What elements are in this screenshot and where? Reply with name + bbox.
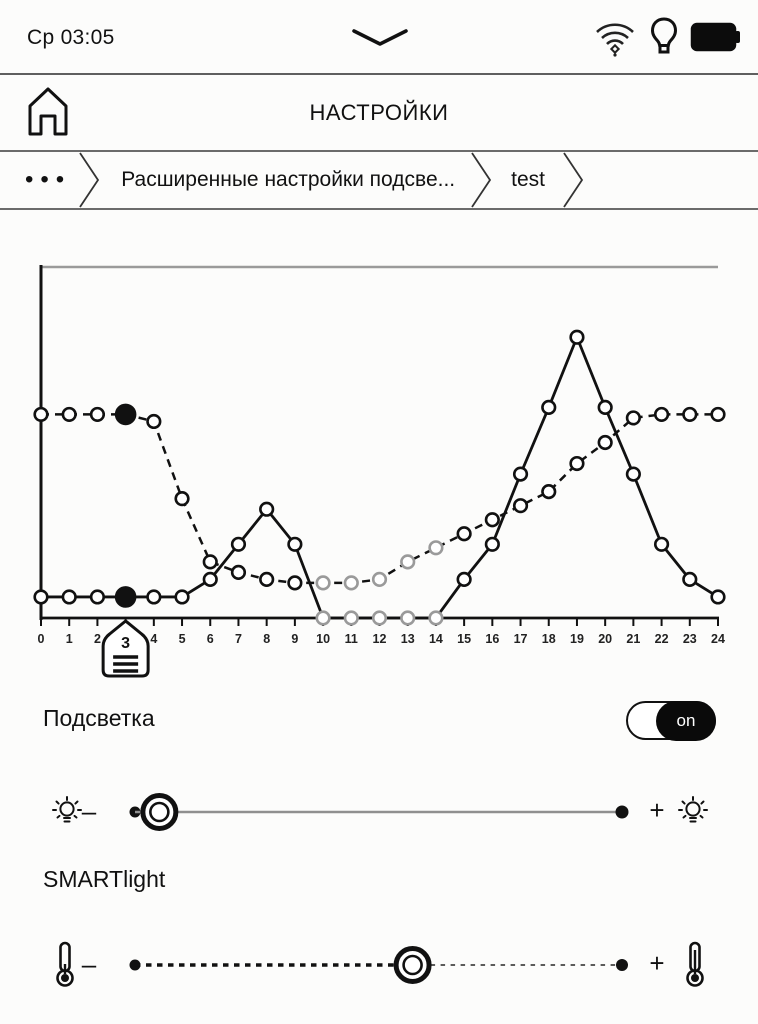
smartlight-temperature-point-h7[interactable] bbox=[232, 566, 245, 579]
breadcrumb-separator-icon bbox=[561, 152, 585, 208]
backlight-toggle-knob[interactable]: on bbox=[656, 701, 716, 741]
temperature-slider-knob[interactable] bbox=[396, 949, 429, 982]
smartlight-temperature-point-h21[interactable] bbox=[627, 412, 640, 425]
x-tick-label: 15 bbox=[457, 632, 472, 646]
smartlight-temperature-point-h17[interactable] bbox=[514, 499, 527, 512]
smartlight-temperature-point-h4[interactable] bbox=[148, 415, 161, 428]
x-tick-label: 14 bbox=[428, 632, 443, 646]
x-tick-label: 12 bbox=[372, 632, 387, 646]
brightness-point-h23[interactable] bbox=[683, 573, 696, 586]
smartlight-temperature-point-h11[interactable] bbox=[345, 577, 358, 590]
x-tick-label: 11 bbox=[344, 632, 358, 646]
brightness-point-h16[interactable] bbox=[486, 538, 499, 551]
x-tick-label: 20 bbox=[598, 632, 613, 646]
smartlight-temperature-point-h20[interactable] bbox=[599, 436, 612, 449]
page-title: НАСТРОЙКИ bbox=[309, 99, 449, 125]
header bbox=[0, 75, 758, 152]
x-tick-label: 8 bbox=[263, 632, 271, 646]
brightness-point-h14[interactable] bbox=[430, 612, 443, 625]
brightness-point-h5[interactable] bbox=[176, 591, 189, 604]
x-tick-label: 16 bbox=[485, 632, 500, 646]
brightness-decrease-button[interactable]: – bbox=[81, 796, 97, 826]
x-tick-label: 19 bbox=[570, 632, 584, 646]
smartlight-temperature-point-h13[interactable] bbox=[401, 556, 414, 569]
x-tick-label: 9 bbox=[291, 632, 299, 646]
breadcrumb-separator-icon bbox=[469, 152, 493, 208]
brightness-point-h13[interactable] bbox=[401, 612, 414, 625]
smartlight-temperature-point-h6[interactable] bbox=[204, 556, 217, 569]
x-tick-label: 17 bbox=[513, 632, 528, 646]
smartlight-temperature-point-h18[interactable] bbox=[542, 485, 555, 498]
smartlight-temperature-point-h2[interactable] bbox=[91, 408, 104, 421]
brightness-point-h24[interactable] bbox=[712, 591, 725, 604]
brightness-point-h2[interactable] bbox=[91, 591, 104, 604]
smartlight-temperature-point-h15[interactable] bbox=[458, 527, 471, 540]
brightness-point-h11[interactable] bbox=[345, 612, 358, 625]
smartlight-temperature-point-h9[interactable] bbox=[289, 577, 302, 590]
smartlight-temperature-point-h12[interactable] bbox=[373, 573, 386, 586]
breadcrumb-item-test[interactable]: test bbox=[511, 168, 545, 191]
smartlight-temperature-point-h24[interactable] bbox=[712, 408, 725, 421]
status-bar bbox=[0, 0, 758, 75]
battery-icon bbox=[690, 22, 742, 52]
smartlight-temperature-point-h10[interactable] bbox=[317, 577, 330, 590]
x-tick-label: 18 bbox=[541, 632, 556, 646]
frontlight-bulb-icon bbox=[649, 16, 679, 58]
brightness-point-h15[interactable] bbox=[458, 573, 471, 586]
brightness-point-h10[interactable] bbox=[317, 612, 330, 625]
smartlight-temperature-point-h8[interactable] bbox=[260, 573, 273, 586]
temperature-decrease-button[interactable]: – bbox=[81, 949, 97, 979]
wifi-icon bbox=[592, 17, 638, 57]
backlight-label: Подсветка bbox=[43, 705, 155, 731]
brightness-point-h0[interactable] bbox=[35, 591, 48, 604]
x-tick-label: 7 bbox=[234, 632, 242, 646]
backlight-schedule-chart[interactable] bbox=[0, 228, 758, 680]
brightness-increase-button[interactable]: + bbox=[649, 795, 665, 825]
brightness-point-h17[interactable] bbox=[514, 468, 527, 481]
breadcrumb-item-more[interactable]: ••• bbox=[25, 166, 72, 193]
smartlight-temperature-point-h16[interactable] bbox=[486, 513, 499, 526]
x-tick-label: 23 bbox=[682, 632, 697, 646]
brightness-point-h18[interactable] bbox=[542, 401, 555, 414]
breadcrumb bbox=[0, 152, 758, 210]
temperature-track-end-dot bbox=[616, 959, 628, 971]
brightness-point-h4[interactable] bbox=[148, 591, 161, 604]
brightness-point-h3[interactable] bbox=[116, 587, 135, 606]
x-tick-label: 1 bbox=[65, 632, 73, 646]
brightness-point-h12[interactable] bbox=[373, 612, 386, 625]
smartlight-temperature-line bbox=[41, 414, 718, 582]
brightness-point-h7[interactable] bbox=[232, 538, 245, 551]
notification-pull-handle[interactable] bbox=[351, 27, 409, 49]
clock: Ср 03:05 bbox=[27, 26, 115, 49]
brightness-track-end-dot bbox=[616, 806, 629, 819]
selected-hour-tag-label: 3 bbox=[121, 635, 131, 652]
x-tick-label: 22 bbox=[654, 632, 669, 646]
backlight-toggle[interactable] bbox=[626, 701, 716, 740]
brightness-point-h22[interactable] bbox=[655, 538, 668, 551]
x-tick-label: 24 bbox=[711, 632, 725, 646]
x-tick-label: 21 bbox=[626, 632, 641, 646]
smartlight-temperature-point-h22[interactable] bbox=[655, 408, 668, 421]
chevron-down-icon bbox=[351, 27, 409, 49]
smartlight-temperature-point-h0[interactable] bbox=[35, 408, 48, 421]
breadcrumb-item-advanced-backlight[interactable]: Расширенные настройки подсве... bbox=[121, 168, 456, 191]
temperature-increase-button[interactable]: + bbox=[649, 948, 665, 978]
brightness-point-h1[interactable] bbox=[63, 591, 76, 604]
x-tick-label: 4 bbox=[150, 632, 158, 646]
smartlight-temperature-point-h14[interactable] bbox=[430, 542, 443, 555]
smartlight-temperature-point-h3[interactable] bbox=[116, 405, 135, 424]
home-button[interactable] bbox=[26, 86, 70, 138]
brightness-point-h21[interactable] bbox=[627, 468, 640, 481]
x-tick-label: 2 bbox=[93, 632, 101, 646]
x-tick-label: 5 bbox=[178, 632, 186, 646]
brightness-point-h9[interactable] bbox=[289, 538, 302, 551]
brightness-point-h19[interactable] bbox=[571, 331, 584, 344]
smartlight-temperature-point-h23[interactable] bbox=[683, 408, 696, 421]
brightness-point-h6[interactable] bbox=[204, 573, 217, 586]
smartlight-label: SMARTlight bbox=[43, 866, 166, 892]
brightness-slider-knob[interactable] bbox=[143, 796, 176, 829]
x-tick-label: 0 bbox=[37, 632, 45, 646]
brightness-point-h20[interactable] bbox=[599, 401, 612, 414]
smartlight-temperature-point-h19[interactable] bbox=[571, 457, 584, 470]
brightness-bulb-icon-right bbox=[674, 793, 712, 831]
temperature-thermometer-icon-right bbox=[684, 940, 706, 990]
breadcrumb-separator-icon bbox=[77, 152, 101, 208]
home-icon bbox=[26, 86, 70, 138]
smartlight-temperature-point-h1[interactable] bbox=[63, 408, 76, 421]
x-tick-label: 10 bbox=[316, 632, 331, 646]
brightness-point-h8[interactable] bbox=[260, 503, 273, 516]
x-tick-label: 6 bbox=[206, 632, 214, 646]
x-tick-label: 13 bbox=[400, 632, 415, 646]
smartlight-temperature-point-h5[interactable] bbox=[176, 492, 189, 505]
